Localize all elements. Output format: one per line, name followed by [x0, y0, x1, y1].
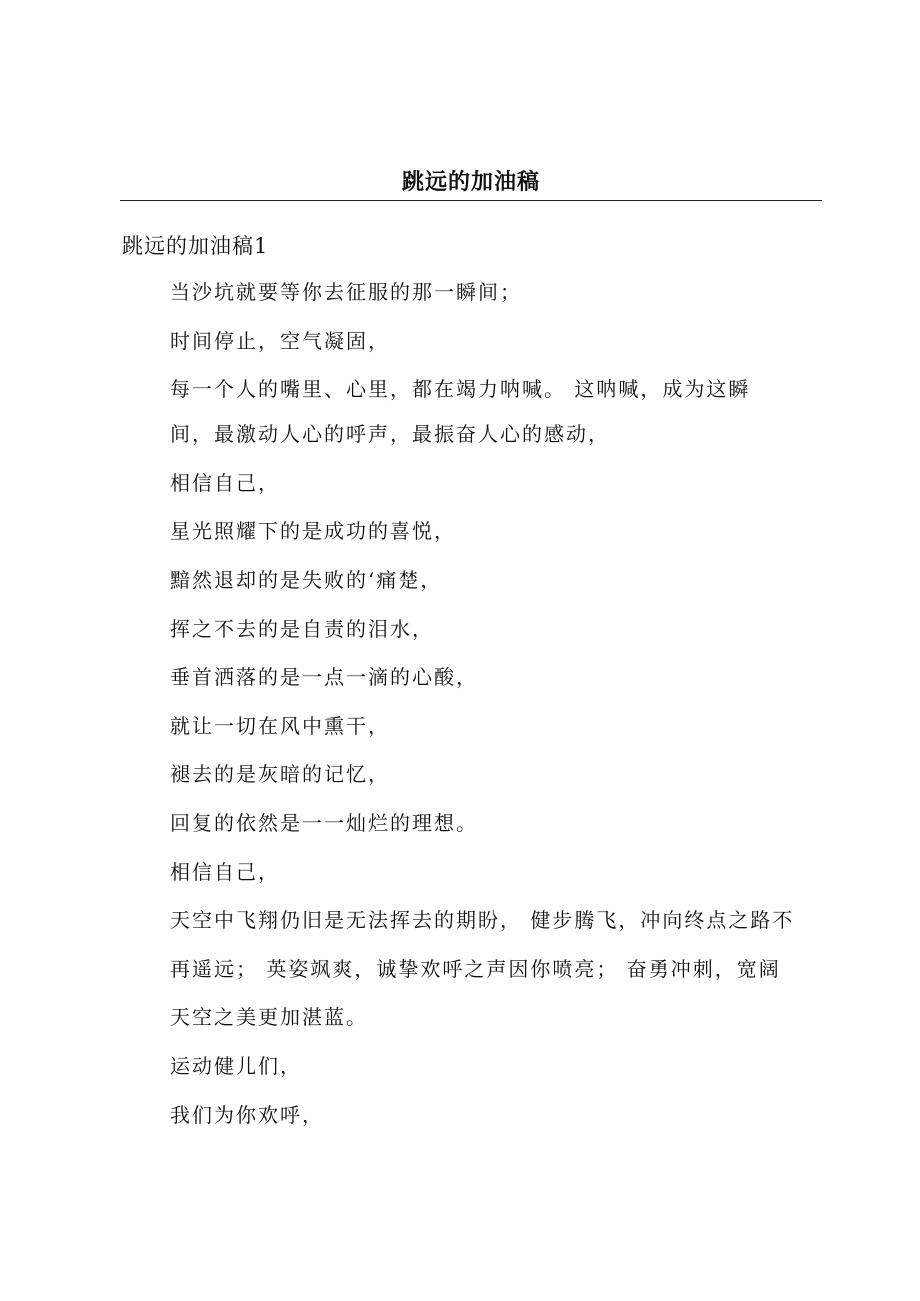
document-title: 跳远的加油稿: [401, 170, 540, 195]
poem-line: 挥之不去的是自责的泪水，: [170, 616, 434, 641]
poem-line: 相信自己，: [170, 859, 280, 884]
poem-body: [170, 276, 825, 1147]
poem-line: 褪去的是灰暗的记忆，: [170, 762, 390, 787]
title-divider: [120, 200, 822, 201]
poem-line: 黯然退却的是失败的‘痛楚，: [170, 567, 443, 592]
poem-line: 回复的依然是一一灿烂的理想。: [170, 810, 478, 835]
poem-line: 天空之美更加湛蓝。: [170, 1005, 368, 1030]
poem-line: 就让一切在风中熏干，: [170, 713, 390, 738]
poem-line: 垂首洒落的是一点一滴的心酸，: [170, 665, 478, 690]
poem-line: 时间停止，空气凝固，: [170, 328, 390, 353]
poem-line: 星光照耀下的是成功的喜悦，: [170, 519, 456, 544]
poem-line: 当沙坑就要等你去征服的那一瞬间；: [170, 280, 522, 304]
poem-line: 相信自己，: [170, 470, 280, 495]
poem-line: 天空中飞翔仍旧是无法挥去的期盼， 健步腾飞，冲向终点之路不: [170, 908, 795, 933]
poem-line: 运动健儿们，: [170, 1053, 302, 1078]
poem-line: 每一个人的嘴里、心里，都在竭力呐喊。 这呐喊，成为这瞬: [170, 377, 751, 402]
poem-line: 间，最激动人心的呼声，最振奋人心的感动，: [170, 422, 610, 447]
poem-line: 我们为你欢呼，: [170, 1102, 324, 1127]
poem-line: 再遥远； 英姿飒爽，诚挚欢呼之声因你喷亮； 奋勇冲刺，宽阔: [170, 956, 781, 981]
section-heading: 跳远的加油稿1: [122, 234, 269, 258]
